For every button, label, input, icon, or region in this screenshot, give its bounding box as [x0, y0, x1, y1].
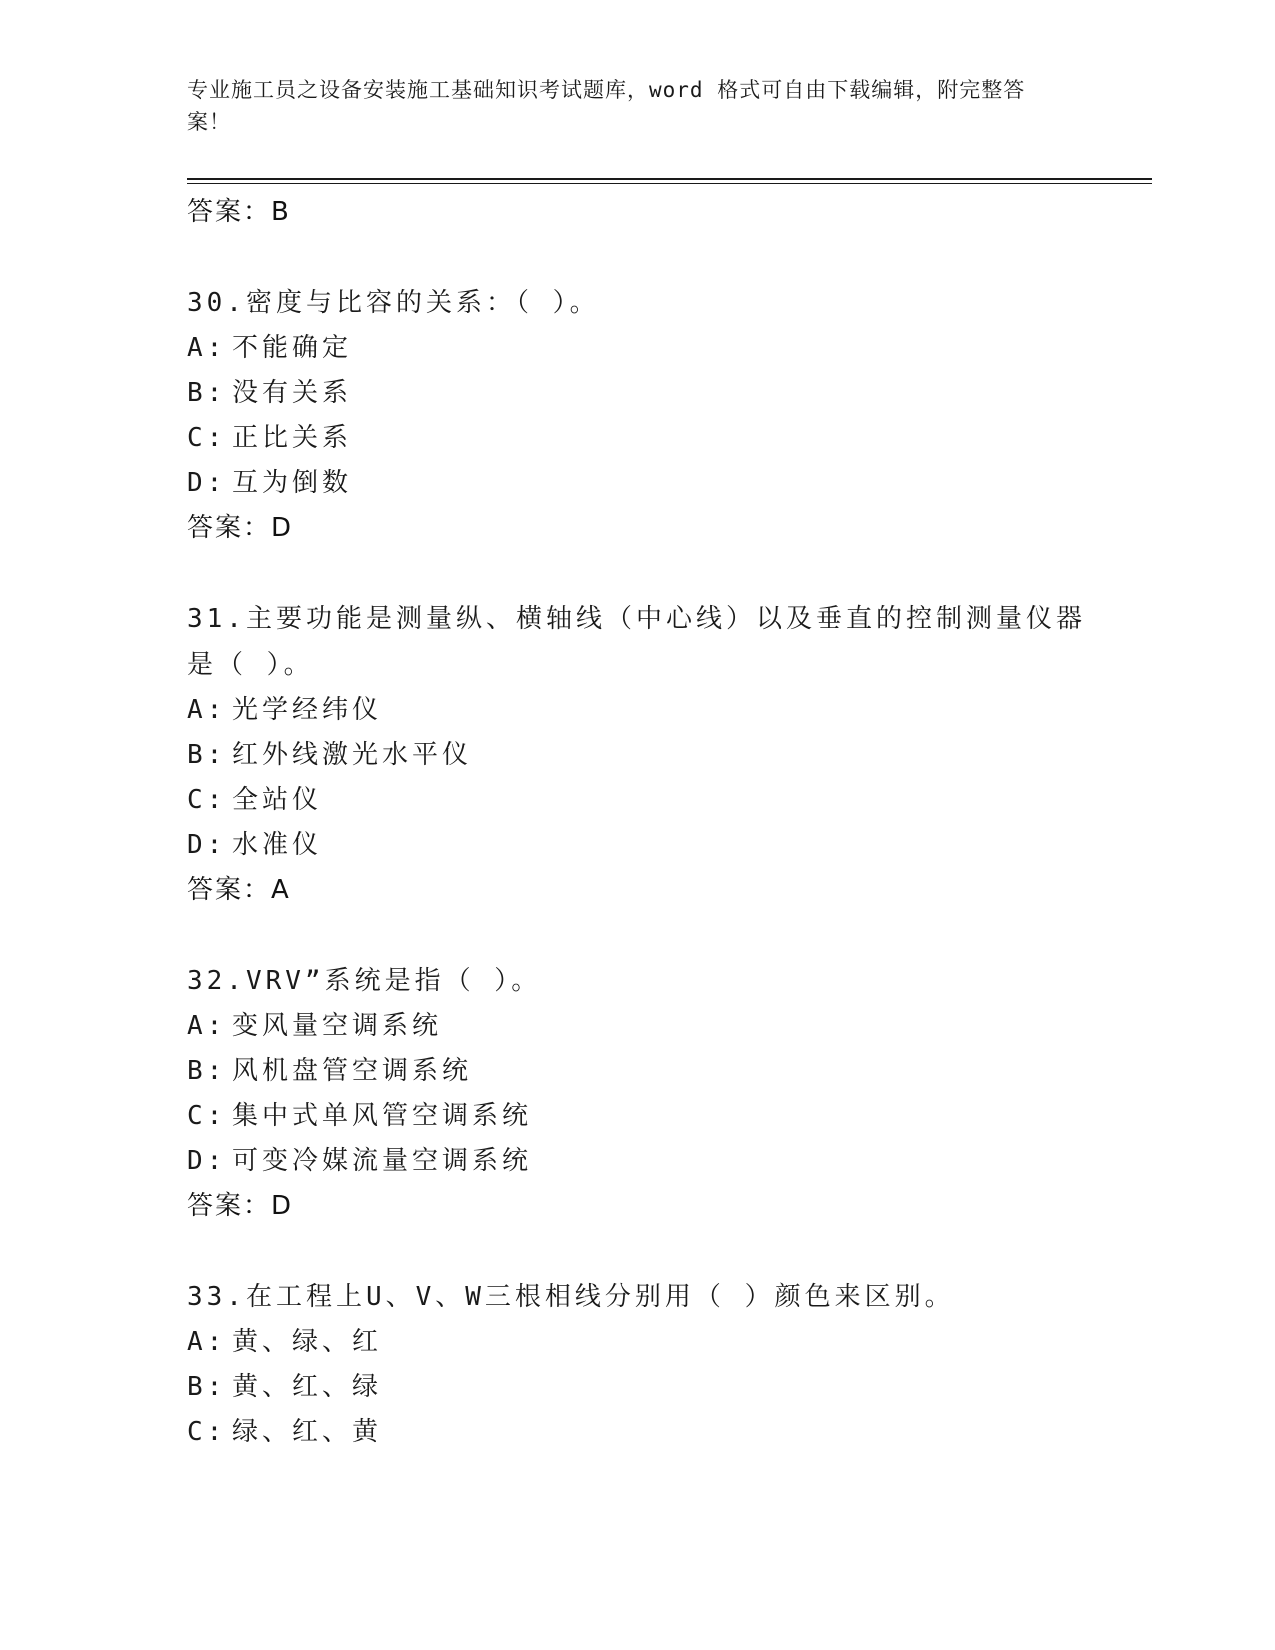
question-stem: 33.在工程上U、V、W三根相线分别用（ ）颜色来区别。	[187, 1282, 955, 1312]
option-a	[187, 688, 1087, 733]
answer-value: D	[271, 1191, 294, 1221]
option-letter: A:	[187, 1011, 227, 1041]
option-c	[187, 1094, 1087, 1139]
option-letter: A:	[187, 1327, 227, 1357]
option-text: 光学经纬仪	[232, 695, 383, 725]
option-letter: B:	[187, 378, 227, 408]
answer-line	[187, 1184, 1087, 1229]
option-c	[187, 1410, 1087, 1455]
answer-line	[187, 190, 1087, 235]
option-text: 正比关系	[232, 423, 353, 453]
answer-value: D	[271, 513, 294, 543]
question-item	[187, 1274, 1087, 1455]
option-letter: D:	[187, 468, 227, 498]
answer-value: A	[271, 875, 291, 905]
option-letter: C:	[187, 1417, 227, 1447]
option-d	[187, 461, 1087, 506]
option-d	[187, 823, 1087, 868]
header-divider-thin	[187, 183, 1152, 184]
option-letter: D:	[187, 1146, 227, 1176]
answer-label: 答案：	[187, 513, 272, 543]
option-text: 不能确定	[232, 333, 353, 363]
option-text: 变风量空调系统	[232, 1011, 443, 1041]
question-item	[187, 958, 1087, 1229]
option-b	[187, 1365, 1087, 1410]
answer-label: 答案：	[187, 875, 272, 905]
option-letter: A:	[187, 333, 227, 363]
option-letter: A:	[187, 695, 227, 725]
option-letter: B:	[187, 740, 227, 770]
answer-label: 答案：	[187, 1191, 272, 1221]
option-text: 集中式单风管空调系统	[232, 1101, 533, 1131]
option-a	[187, 1004, 1087, 1049]
option-text: 全站仪	[232, 785, 323, 815]
option-text: 风机盘管空调系统	[232, 1056, 473, 1086]
question-list	[187, 187, 1087, 1455]
option-text: 没有关系	[232, 378, 353, 408]
question-stem: 30.密度与比容的关系：（ ）。	[187, 288, 600, 318]
option-c	[187, 416, 1087, 461]
answer-line	[187, 506, 1087, 551]
option-letter: C:	[187, 423, 227, 453]
header-divider-thick	[187, 178, 1152, 180]
answer-value: B	[271, 197, 291, 227]
option-b	[187, 733, 1087, 778]
option-text: 黄、红、绿	[232, 1372, 383, 1402]
question-stem: 31.主要功能是测量纵、横轴线（中心线）以及垂直的控制测量仪器是（ ）。	[187, 604, 1086, 680]
question-stem: 32.VRV”系统是指（ ）。	[187, 966, 542, 996]
option-b	[187, 1049, 1087, 1094]
option-text: 绿、红、黄	[232, 1417, 383, 1447]
option-letter: B:	[187, 1056, 227, 1086]
option-text: 可变冷媒流量空调系统	[232, 1146, 533, 1176]
option-text: 黄、绿、红	[232, 1327, 383, 1357]
option-d	[187, 1139, 1087, 1184]
question-item	[187, 596, 1087, 913]
page-header: 专业施工员之设备安装施工基础知识考试题库，word 格式可自由下载编辑，附完整答案！	[187, 78, 1026, 134]
option-a	[187, 1320, 1087, 1365]
option-letter: C:	[187, 785, 227, 815]
option-c	[187, 778, 1087, 823]
option-letter: B:	[187, 1372, 227, 1402]
option-text: 红外线激光水平仪	[232, 740, 473, 770]
option-b	[187, 371, 1087, 416]
question-item	[187, 280, 1087, 551]
answer-line	[187, 868, 1087, 913]
option-text: 互为倒数	[232, 468, 353, 498]
option-letter: C:	[187, 1101, 227, 1131]
option-letter: D:	[187, 830, 227, 860]
answer-label: 答案：	[187, 197, 272, 227]
option-text: 水准仪	[232, 830, 323, 860]
option-a	[187, 326, 1087, 371]
